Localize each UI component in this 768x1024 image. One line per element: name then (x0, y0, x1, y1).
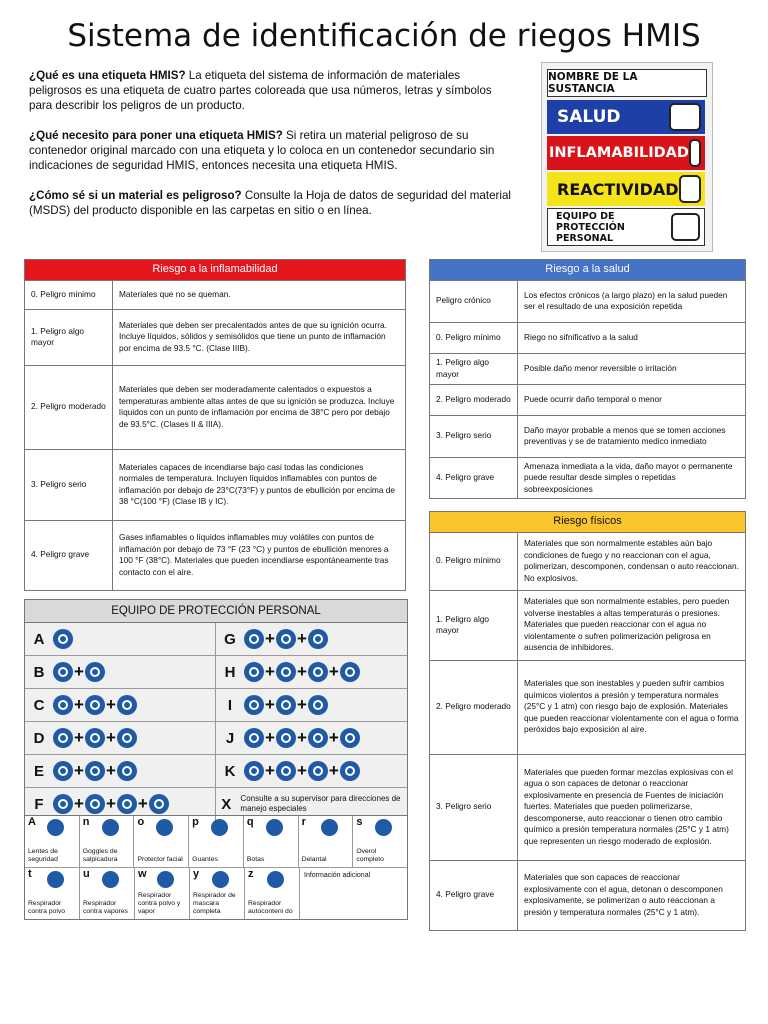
ppe-equipment-icon (85, 794, 105, 814)
ppe-equipment-icon (340, 761, 360, 781)
ppe-equipment-icon (276, 695, 296, 715)
physical-header: Riesgo físicos (430, 512, 746, 533)
level-cell: 2. Peligro moderado (430, 660, 518, 754)
legend-extra: Información adicional (304, 872, 371, 879)
legend-letter: u (83, 868, 90, 880)
ppe-equipment-icon (244, 728, 264, 748)
ppe-cell (216, 755, 406, 787)
desc-cell: Materiales que deben ser precalentados antes de que su ignición ocurra. Incluye líquidos, sólidos y semisólidos que tiene un punto de inflamación por encima de 93.5 °C. (Clase IIIB). (113, 309, 406, 365)
plus-icon: + (296, 761, 307, 780)
table-row (430, 590, 746, 660)
level-cell: 4. Peligro grave (25, 520, 113, 590)
epp-label-2: PROTECCIÓN PERSONAL (556, 221, 625, 244)
ppe-equipment-icon (308, 728, 328, 748)
salud-label: SALUD (557, 107, 621, 127)
table-row (430, 532, 746, 590)
ppe-row (25, 656, 407, 689)
ppe-equipment-icon (308, 629, 328, 649)
ppe-equipment-icon (117, 695, 137, 715)
desc-cell: Materiales que no se queman. (113, 280, 406, 309)
table-row (430, 660, 746, 754)
plus-icon: + (296, 629, 307, 648)
ppe-cell (216, 623, 406, 655)
plus-icon: + (265, 728, 275, 747)
ppe-letter: A (33, 630, 45, 648)
level-cell: 4. Peligro grave (430, 457, 518, 499)
ppe-panel (24, 599, 408, 816)
legend-equipment-icon (267, 871, 284, 888)
ppe-icons (53, 794, 169, 814)
ppe-letter: I (227, 696, 233, 714)
inflamabilidad-box (689, 139, 701, 167)
reactividad-bar (547, 172, 705, 206)
legend-text: Respirador contra polvo (28, 900, 66, 915)
legend-equipment-icon (321, 819, 338, 836)
intro-q3: ¿Cómo sé si un material es peligroso? (29, 189, 242, 202)
ppe-letter: H (224, 663, 236, 681)
ppe-equipment-icon (340, 662, 360, 682)
plus-icon: + (265, 662, 275, 681)
table-row (430, 860, 746, 930)
plus-icon: + (74, 794, 84, 813)
level-cell: 0. Peligro mínimo (430, 322, 518, 353)
ppe-equipment-icon (53, 662, 73, 682)
ppe-equipment-icon (276, 629, 296, 649)
ppe-equipment-icon (276, 761, 296, 781)
legend-equipment-icon (266, 819, 283, 836)
desc-cell: Materiales que son inestables y pueden sufrir cambios químicos violentos a presión y temperatura normales (25°C y 1 atm) con riesgo bajo de explosión. Materiales que pueden reaccionar violentamente con el agua o forma peróxidos bajo exposición al aire. (518, 660, 746, 754)
legend-text: Botas (246, 856, 265, 863)
table-row (430, 754, 746, 860)
legend-cell (80, 868, 135, 919)
flammability-header: Riesgo a la inflamabilidad (25, 260, 406, 281)
ppe-row (25, 689, 407, 722)
level-cell: Peligro crónico (430, 280, 518, 322)
ppe-cell (25, 722, 216, 754)
legend-text: Delantal (301, 856, 327, 863)
ppe-equipment-icon (53, 761, 73, 781)
ppe-equipment-icon (53, 794, 73, 814)
desc-cell: Materiales que son normalmente estables, pero pueden volverse inestables a altas temperaturas o presiones. Materiales que pueden reaccionar con el agua no violentamente o sufren polimerización peligrosa en ausencia de inhibidores. (518, 590, 746, 660)
reactividad-box (679, 175, 701, 203)
plus-icon: + (74, 728, 84, 747)
ppe-equipment-icon (85, 695, 105, 715)
table-row (430, 415, 746, 457)
level-cell: 3. Peligro serio (25, 449, 113, 520)
ppe-equipment-icon (244, 629, 264, 649)
salud-bar (547, 100, 705, 134)
ppe-equipment-icon (276, 662, 296, 682)
level-cell: 3. Peligro serio (430, 415, 518, 457)
table-row (25, 520, 406, 590)
legend-text: Respirador autoconteni do (248, 900, 293, 915)
legend-equipment-icon (156, 819, 173, 836)
plus-icon: + (137, 794, 148, 813)
level-cell: 0. Peligro mínimo (430, 532, 518, 590)
ppe-letter: E (33, 762, 44, 780)
ppe-row (25, 722, 407, 755)
desc-cell: Materiales que son normalmente estables aún bajo condiciones de fuego y no reaccionan con el agua, polimerizan, descomponen, condensan o auto reaccionan. No explosivos. (518, 532, 746, 590)
plus-icon: + (105, 728, 116, 747)
ppe-cell (25, 755, 216, 787)
intro-a2: Si retira un material peligroso de su contenedor original marcado con una etiqueta y lo coloca en un contenedor secundario sin indicaciones de seguridad HMIS, entonces necesita una etiqueta HMIS. (29, 129, 495, 172)
ppe-icons (244, 629, 328, 649)
desc-cell: Materiales que deben ser moderadamente calentados o expuestos a temperaturas ambiente altas antes de que su ignición se produzca. Incluye líquidos con un punto de inflamación por encima de 38°C pero por debajo de 93.5°C. (Clases II & IIIA). (113, 365, 406, 449)
epp-box (671, 213, 700, 241)
table-row (25, 449, 406, 520)
legend-letter: o (137, 816, 145, 828)
legend-equipment-icon (157, 871, 174, 888)
ppe-letter: C (33, 696, 45, 714)
ppe-icons (53, 761, 137, 781)
ppe-equipment-icon (85, 761, 105, 781)
legend-letter: t (28, 868, 32, 880)
flammability-table (24, 259, 406, 591)
table-row (25, 309, 406, 365)
legend-cell (25, 816, 80, 867)
plus-icon: + (265, 761, 275, 780)
ppe-icons (53, 695, 137, 715)
ppe-header: EQUIPO DE PROTECCIÓN PERSONAL (25, 600, 407, 623)
desc-cell: Posible daño menor reversible o irritación (518, 353, 746, 384)
salud-box (669, 103, 701, 131)
legend-text: Goggles de salpicadura (82, 848, 118, 863)
legend-letter: z (248, 868, 254, 880)
ppe-equipment-icon (53, 695, 73, 715)
ppe-letter: J (225, 729, 235, 747)
ppe-equipment-icon (308, 662, 328, 682)
ppe-icons (244, 761, 360, 781)
plus-icon: + (328, 761, 339, 780)
legend-text: Respirador de mascara completa (193, 892, 236, 915)
plus-icon: + (265, 695, 275, 714)
ppe-letter: K (224, 762, 236, 780)
legend-letter: y (193, 868, 200, 880)
legend-cell (25, 868, 80, 919)
level-cell: 1. Peligro algo mayor (430, 353, 518, 384)
legend-cell (189, 816, 244, 867)
ppe-legend (24, 815, 408, 920)
legend-equipment-icon (102, 819, 119, 836)
ppe-icons (53, 728, 137, 748)
reactividad-label: REACTIVIDAD (557, 179, 679, 199)
plus-icon: + (296, 728, 307, 747)
legend-cell (134, 816, 189, 867)
legend-letter: w (138, 868, 147, 880)
legend-cell (80, 816, 135, 867)
plus-icon: + (265, 629, 275, 648)
intro-q1: ¿Qué es una etiqueta HMIS? (29, 69, 186, 82)
plus-icon: + (74, 761, 84, 780)
level-cell: 2. Peligro moderado (25, 365, 113, 449)
ppe-equipment-icon (244, 662, 264, 682)
desc-cell: Materiales que pueden formar mezclas explosivas con el agua o son capaces de detonar o reaccionar explosivamente en presencia de Fuentes de iniciación fuertes. Materiales que pueden polimerizarse, descomponerse, auto reaccionar o tienen otro cambio químico a presión temperatura normales (25°C y 1 atm) que representen un riesgo moderado de explosión. (518, 754, 746, 860)
ppe-equipment-icon (340, 728, 360, 748)
legend-text: Respirador contra vapores (83, 900, 128, 915)
ppe-equipment-icon (85, 728, 105, 748)
plus-icon: + (105, 794, 116, 813)
ppe-icons (53, 662, 105, 682)
ppe-equipment-icon (308, 761, 328, 781)
table-row (430, 280, 746, 322)
plus-icon: + (296, 695, 307, 714)
legend-letter: r (301, 816, 306, 828)
ppe-letter: G (224, 630, 236, 648)
intro-q2: ¿Qué necesito para poner una etiqueta HMIS? (29, 129, 283, 142)
ppe-icons (53, 629, 73, 649)
substance-name-label: NOMBRE DE LA SUSTANCIA (548, 71, 638, 95)
legend-text: Overol completo (356, 848, 384, 863)
ppe-row (25, 755, 407, 788)
legend-text: Lentes de seguridad (28, 848, 58, 863)
intro-a1: La etiqueta del sistema de información de materiales peligrosos es una etiqueta de cuatro partes coloreada que usa números, letras y símbolos para describir los peligros de un producto. (29, 69, 492, 112)
hmis-label-card (541, 62, 713, 252)
ppe-equipment-icon (117, 761, 137, 781)
inflamabilidad-bar (547, 136, 705, 170)
ppe-equipment-icon (149, 794, 169, 814)
plus-icon: + (105, 695, 116, 714)
legend-cell (353, 816, 407, 867)
plus-icon: + (74, 695, 84, 714)
plus-icon: + (328, 662, 339, 681)
ppe-equipment-icon (117, 728, 137, 748)
legend-equipment-icon (47, 871, 64, 888)
ppe-cell (25, 656, 216, 688)
legend-cell (190, 868, 245, 919)
legend-letter: s (356, 816, 363, 828)
legend-cell (135, 868, 190, 919)
epp-label-1: EQUIPO DE (556, 210, 615, 222)
ppe-note: Consulte a su supervisor para direcciones de manejo especiales (240, 794, 401, 813)
ppe-equipment-icon (244, 761, 264, 781)
table-row (430, 457, 746, 499)
ppe-equipment-icon (276, 728, 296, 748)
legend-equipment-icon (102, 871, 119, 888)
desc-cell: Daño mayor probable a menos que se tomen acciones preventivas y se de tratamiento medico inmediato (518, 415, 746, 457)
table-row (430, 384, 746, 415)
intro-a3: Consulte la Hoja de datos de seguridad del material (MSDS) del producto disponible en las carpetas en sitio o en línea. (29, 189, 512, 217)
desc-cell: Los efectos crónicos (a largo plazo) en la salud pueden ser el resultado de una exposición repetida (518, 280, 746, 322)
ppe-equipment-icon (308, 695, 328, 715)
plus-icon: + (74, 662, 84, 681)
legend-cell (244, 816, 299, 867)
plus-icon: + (105, 761, 116, 780)
ppe-grid (25, 623, 407, 820)
ppe-equipment-icon (244, 695, 264, 715)
legend-row (25, 816, 407, 868)
ppe-row (25, 623, 407, 656)
legend-equipment-icon (47, 819, 64, 836)
inflamabilidad-label: INFLAMABILIDAD (549, 145, 689, 161)
intro-text (29, 68, 511, 233)
health-table (429, 259, 746, 499)
ppe-equipment-icon (85, 662, 105, 682)
desc-cell: Puede ocurrir daño temporal o menor (518, 384, 746, 415)
legend-letter: q (246, 816, 254, 828)
ppe-cell (216, 689, 406, 721)
legend-row (25, 868, 407, 919)
desc-cell: Materiales que son capaces de reaccionar explosivamente con el agua, detonan o descomponen explosivamente, se polimerizan o auto reaccionan a presión y temperatura normales (25°C y 1 atm). (518, 860, 746, 930)
ppe-letter: B (33, 663, 45, 681)
ppe-letter: X (221, 795, 232, 813)
ppe-equipment-icon (53, 728, 73, 748)
ppe-cell (216, 656, 406, 688)
ppe-icons (244, 695, 328, 715)
ppe-icons (244, 728, 360, 748)
legend-cell (299, 816, 354, 867)
epp-bar (547, 208, 705, 246)
table-row (430, 353, 746, 384)
physical-table (429, 511, 746, 931)
ppe-letter: D (33, 729, 45, 747)
legend-text: Protector facial (137, 856, 183, 863)
legend-equipment-icon (211, 819, 228, 836)
health-header: Riesgo a la salud (430, 260, 746, 281)
legend-text: Guantes (192, 856, 218, 863)
ppe-icons (244, 662, 360, 682)
legend-cell (245, 868, 300, 919)
plus-icon: + (328, 728, 339, 747)
desc-cell: Gases inflamables o líquidos inflamables muy volátiles con puntos de inflamación por debajo de 73 °F (23 °C) y puntos de ebullición menores a 100 °F (38°C). Materiales que pueden incendiarse espontáneamente tras contacto con el aire. (113, 520, 406, 590)
page-title: Sistema de identificación de riegos HMIS (67, 18, 701, 54)
ppe-icons (236, 794, 406, 814)
legend-letter: n (82, 816, 90, 828)
ppe-cell (25, 623, 216, 655)
level-cell: 1. Peligro algo mayor (25, 309, 113, 365)
level-cell: 3. Peligro serio (430, 754, 518, 860)
legend-equipment-icon (212, 871, 229, 888)
ppe-equipment-icon (117, 794, 137, 814)
substance-name-bar (547, 69, 707, 97)
level-cell: 1. Peligro algo mayor (430, 590, 518, 660)
level-cell: 4. Peligro grave (430, 860, 518, 930)
ppe-cell (216, 722, 406, 754)
legend-letter: p (192, 816, 199, 828)
level-cell: 2. Peligro moderado (430, 384, 518, 415)
legend-text: Respirador contra polvo y vapor (138, 892, 181, 915)
legend-equipment-icon (375, 819, 392, 836)
desc-cell: Riego no sifnificativo a la salud (518, 322, 746, 353)
desc-cell: Materiales capaces de incendiarse bajo casi todas las condiciones normales de temperatura. Incluyen líquidos inflamables con puntos de inflamación por debajo de 23°C(73°F) y puntos de ebullición por encima de 38 °C(100 °F) (Clase IB y IC). (113, 449, 406, 520)
table-row (430, 322, 746, 353)
ppe-equipment-icon (53, 629, 73, 649)
legend-letter: A (28, 816, 36, 828)
table-row (25, 365, 406, 449)
ppe-letter: F (34, 795, 44, 813)
plus-icon: + (296, 662, 307, 681)
ppe-cell (25, 689, 216, 721)
level-cell: 0. Peligro mínimo (25, 280, 113, 309)
desc-cell: Amenaza inmediata a la vida, daño mayor o permanente puede resultar desde simples o repetidas sobreexposiciones (518, 457, 746, 499)
table-row (25, 280, 406, 309)
